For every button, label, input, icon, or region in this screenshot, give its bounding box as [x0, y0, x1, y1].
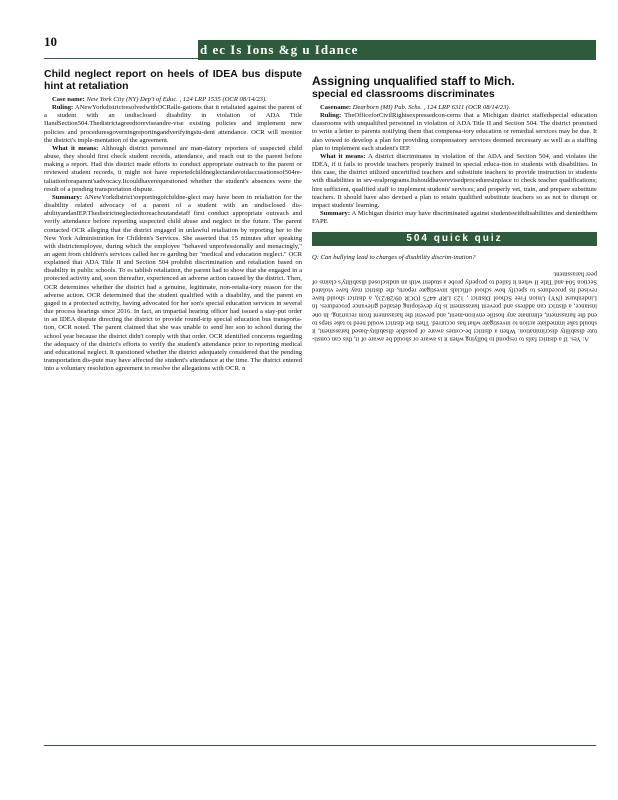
meaning-label: What it means:	[52, 144, 99, 152]
summary-text: ANewYorkdistrict'sreportingofchildne-glect may have been in retaliation for the disability related advocacy of a parent of a student with an undisclosed dis-abilityandanIEP.Thedistrictneglectedtoreachoutandstaff first conduct appropriate outreach and verify attendance before reporting suspected child abuse and neglect in the future. The parent contacted OCR alleging that the district engaged in unlawful retaliation by reporting her to the New York Administration for Children's Services. She asserted that 15 minutes after speaking with districtemployee, during which the employee "behaved unprofessionally and menacingly," an agent from children's services called her re garding her "medical and education neglect." OCR explained that ADA Title II and Section 504 prohibit discrimination and retaliation based on disability in public schools. To es tablish retaliation, the parent had to show that she engaged in a protected activity and, soon thereafter, experienced an adverse action caused by the district. Then, OCR determines whether the district had a genuine, legitimate, non-retalia-tory reason for the adverse action. OCR determined that the student qualified with a disability, and the parent en gaged in a protected activity, having advocated for her son's special education services in several due process hearings since 2016. In fact, an impartial hearing officer had issued a stay-put order in an IDEA dispute directing the district to provide round-trip special education bus transporta-tion, OCR noted. The parent claimed that she was unable to send her son to school during the school year because the district didn't comply with that order. OCR identified concerns regarding the adequacy of the district's efforts to verify the student's attendance prior to reporting medical and educational neglect. It questioned whether the district adequately considered that the pending transportation dis-pute may have affected the student's attendance at the time. The district entered into a voluntary resolution agreement to resolve the allegations with OCR. n	[44, 193, 302, 373]
article2-headline-line2: special ed classrooms discriminates	[312, 88, 495, 100]
right-column	[312, 66, 597, 342]
case-label: Case name:	[52, 96, 85, 103]
article2-ruling	[312, 112, 597, 153]
ruling-text: TheOfficeforCivilRightsexpressedcon-cerns that a Michigan district staffedspecial education classrooms with unqualified personnel in violation of ADA Title II and Section 504. The district promised to write a letter to parents notifying them that compensa-tory education or remedial services may be due. It also vowed to develop a plan for providing compensatory services deemed necessary as well as a staffing plan to implement each student's IEP.	[312, 112, 598, 152]
meaning-text: A district discriminates in violation of the ADA and Section 504, and violates the IDEA, if it fails to provide teachers properly trained in special educa-tion to students with disabilities. In this case, the district utilized uncertified teachers and substitute teachers to provide instruction to students with disabilities in sev-eralprograms.Itshouldhaverevisedproceduresinplace to check teacher qualifications; hire sufficient, qualified staff to implement students' services; and properly vet, train, and prepare substitute teachers. It should have also devised a plan to retain qualified substitute teachers so as not to disrupt or impact students' learning.	[312, 152, 597, 209]
article1-ruling	[44, 104, 302, 145]
quiz-answer-upside-down: A: Yes. If a district fails to respond to bullying when it is aware or should be aware of it, this can consti-tute disability discrimination. When a district be-comes aware of possible disability-based harassment, it should take immediate action to investigate what has occurred. Then the district would need to take steps to end the harassment, eliminate any hostile environ-ment, and prevent the harassment from recurring. In one instance, a district can address and prevent harassment is by developing detailed grievance procedures. In Lindenhurst (NY) Union Free School District , 123 LRP 4475 (OCR 09/28/23), a district should have revised its procedures to specify how school officials investigate reports, the district may have violated Section 504 and Title II when it failed to properly probe a student with an undisclosed disability's claims of peer harassment.	[312, 269, 597, 342]
summary-label: Summary:	[52, 193, 83, 201]
summary-text: A Michigan district may have discriminated against studentswithdisabilities and deniedthem FAPE	[312, 210, 597, 226]
quiz-banner: 504 quick quiz	[312, 232, 597, 246]
case-label: Casename:	[320, 104, 352, 111]
meaning-label: What it means:	[320, 152, 366, 160]
article2-case	[312, 104, 597, 112]
quiz-question: Q: Can bullying lead to charges of disability discrim-ination?	[312, 254, 476, 262]
section-title: d ec Is Ions &g u Idance	[200, 42, 359, 57]
footer-rule	[44, 745, 596, 746]
meaning-text: Although district personnel are man-datory reporters of suspected child abuse, they should first check student records, attendance, and reach out to the parent before making a report. Had this district made efforts to conduct appropriate outreach to the parent or reviewed student records, it might not have reportedchildneglectandavoidaccusationsof504re-taliationforaparent'sadvocacy.Itcouldhaverequestioned whether the student's absences were the result of a pending transportation dispute.	[44, 144, 302, 193]
case-text: Dearborn (MI) Pub. Schs. , 124 LRP 6311 (OCR 08/14/23).	[352, 104, 511, 111]
page-number: 10	[44, 34, 57, 49]
left-column	[44, 66, 302, 373]
ruling-label: Ruling:	[52, 104, 74, 112]
article1-headline: Child neglect report on heels of IDEA bus dispute hint at retaliation	[44, 68, 302, 92]
article2-summary	[312, 210, 597, 226]
ruling-text: ANewYorkdistrictresolvedwithOCRalle-gations that it retaliated against the parent of a student with an undisclosed disability in violation of ADA Title IIandSection504.Thedistrictagreedtoreviseandre-vise existing policies and implement new policies and proceduresgoverningreportingandverifyingstu-dent attendance. OCR will monitor the district's imple-mentation of the agreement.	[44, 104, 302, 144]
ruling-label: Ruling:	[320, 112, 342, 120]
header-rule	[44, 58, 596, 59]
article2-headline: Assigning unqualified staff to Mich.	[312, 74, 515, 88]
article1-meaning	[44, 145, 302, 194]
article1-case	[44, 96, 302, 104]
summary-label: Summary:	[320, 210, 351, 218]
case-text: New York City (NY) Dep't of Educ. , 124 LRP 1535 (OCR 08/14/23).	[86, 96, 267, 103]
article1-summary	[44, 194, 302, 373]
article2-meaning	[312, 153, 597, 210]
